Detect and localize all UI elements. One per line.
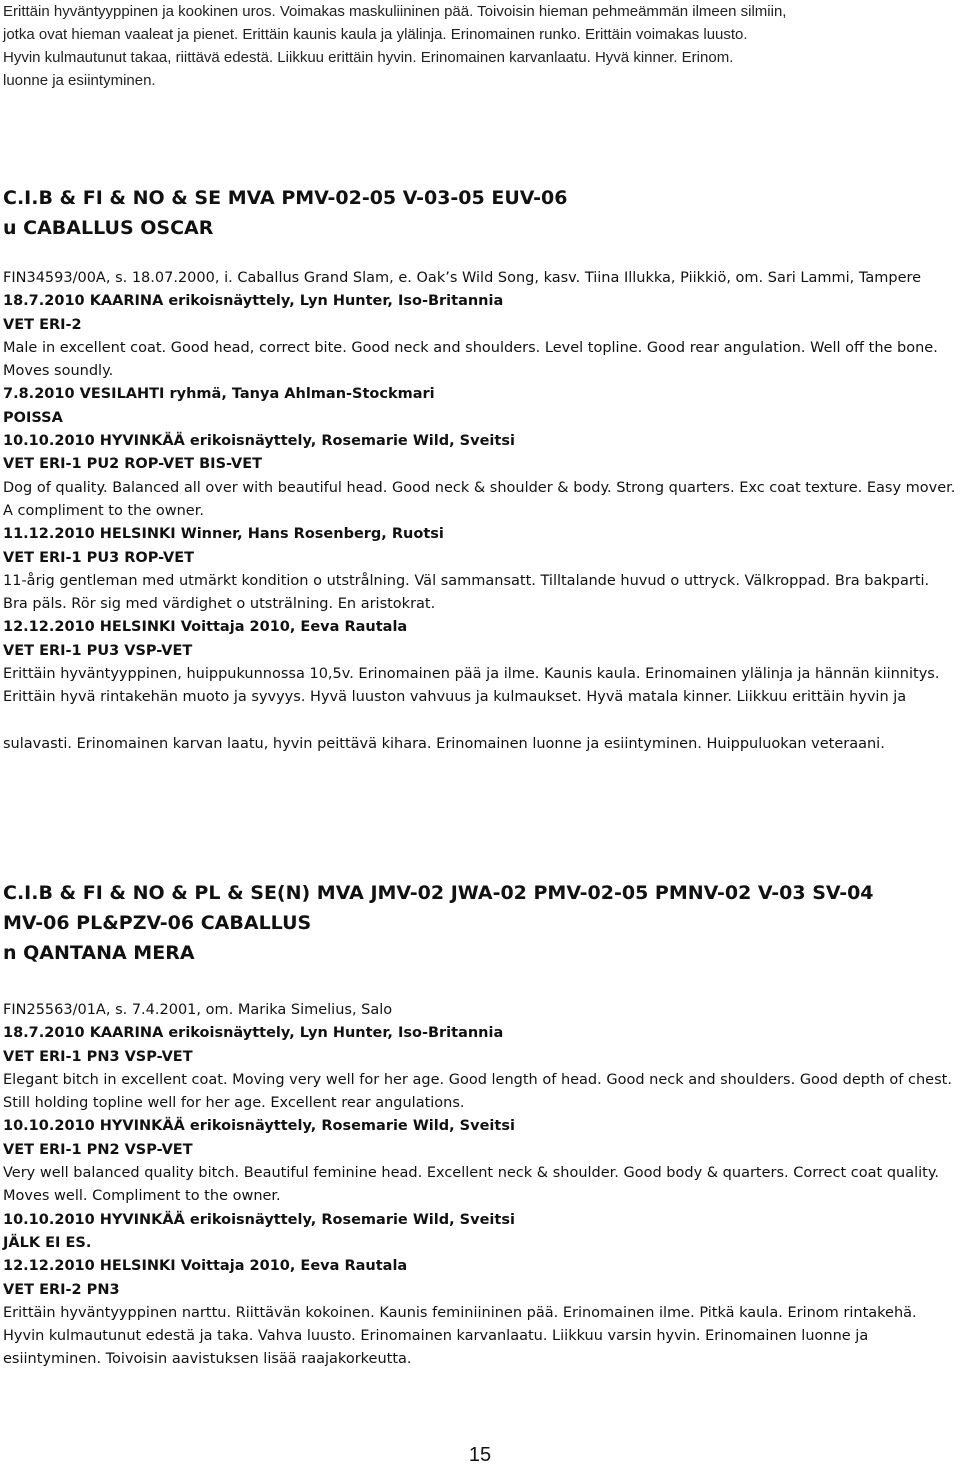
- award-line: VET ERI-1 PU3 VSP-VET: [3, 642, 193, 659]
- show-results: [3, 290, 958, 756]
- award-line: VET ERI-1 PN2 VSP-VET: [3, 1141, 193, 1158]
- judge-critique: Male in excellent coat. Good head, correct bite. Good neck and shoulders. Level topline. Good rear angulation. Well off the bone. Moves soundly.: [3, 339, 938, 380]
- intro-line: luonne ja esiintyminen.: [3, 72, 156, 89]
- intro-line: Hyvin kulmautunut takaa, riittävä edestä. Liikkuu erittäin hyvin. Erinomainen karvanlaatu. Hyvä kinner. Erinom.: [3, 49, 734, 66]
- judge-critique: Erittäin hyväntyyppinen narttu. Riittävän kokoinen. Kaunis feminiininen pää. Erinomainen ilme. Pitkä kaula. Erinom rintakehä. Hyvin kulmautunut edestä ja taka. Vahva luusto. Erinomainen karvanlaatu. Liikkuu varsin hyvin. Erinomainen luonne ja esiintyminen. Toivoisin aavistuksen lisää raajakorkeutta.: [3, 1304, 917, 1368]
- award-line: VET ERI-2 PN3: [3, 1281, 120, 1298]
- show-heading: 10.10.2010 HYVINKÄÄ erikoisnäyttely, Rosemarie Wild, Sveitsi: [3, 1211, 515, 1228]
- dog-record-caballus-oscar: [3, 183, 958, 756]
- show-heading: 10.10.2010 HYVINKÄÄ erikoisnäyttely, Rosemarie Wild, Sveitsi: [3, 1118, 515, 1135]
- award-line: VET ERI-1 PU2 ROP-VET BIS-VET: [3, 456, 262, 473]
- dog-title-line: u CABALLUS OSCAR: [3, 217, 214, 239]
- registration-info: FIN34593/00A, s. 18.07.2000, i. Caballus Grand Slam, e. Oak’s Wild Song, kasv. Tiina Illukka, Piikkiö, om. Sari Lammi, Tampere: [3, 270, 922, 286]
- judge-critique: 11-årig gentleman med utmärkt kondition o utstrålning. Väl sammansatt. Tilltalande huvud o uttryck. Välkroppad. Bra bakparti. Bra päls. Rör sig med värdighet o utsträlning. En aristokrat.: [3, 572, 930, 613]
- page-number: 15: [468, 1444, 492, 1466]
- judge-critique: Very well balanced quality bitch. Beautiful feminine head. Excellent neck & shoulder. Good body & quarters. Correct coat quality. Moves well. Compliment to the owner.: [3, 1165, 939, 1205]
- dog-title: [3, 878, 958, 968]
- judge-critique: Dog of quality. Balanced all over with beautiful head. Good neck & shoulder & body. Strong quarters. Exc coat texture. Easy mover. A compliment to the owner.: [3, 479, 956, 519]
- judge-critique: Elegant bitch in excellent coat. Moving very well for her age. Good length of head. Good neck and shoulders. Good depth of chest. Still holding topline well for her age. Excellent rear angulations.: [3, 1071, 952, 1112]
- intro-line: jotka ovat hieman vaaleat ja pienet. Erittäin kaunis kaula ja ylälinja. Erinomainen runko. Erittäin voimakas luusto.: [3, 26, 748, 43]
- award-line: POISSA: [3, 409, 63, 426]
- intro-critique: [3, 0, 958, 92]
- award-line: VET ERI-1 PN3 VSP-VET: [3, 1048, 193, 1065]
- show-heading: 12.12.2010 HELSINKI Voittaja 2010, Eeva Rautala: [3, 619, 408, 636]
- dog-title-line: C.I.B & FI & NO & PL & SE(N) MVA JMV-02 JWA-02 PMV-02-05 PMNV-02 V-03 SV-04: [3, 882, 874, 904]
- dog-title-line: n QANTANA MERA: [3, 942, 195, 964]
- dog-title: [3, 183, 958, 243]
- dog-title-line: C.I.B & FI & NO & SE MVA PMV-02-05 V-03-05 EUV-06: [3, 187, 568, 209]
- award-line: VET ERI-1 PU3 ROP-VET: [3, 549, 195, 566]
- registration-info: FIN25563/01A, s. 7.4.2001, om. Marika Simelius, Salo: [3, 1002, 393, 1018]
- award-line: VET ERI-2: [3, 316, 82, 333]
- show-results: [3, 1022, 958, 1371]
- show-heading: 11.12.2010 HELSINKI Winner, Hans Rosenberg, Ruotsi: [3, 526, 444, 543]
- show-heading: 10.10.2010 HYVINKÄÄ erikoisnäyttely, Rosemarie Wild, Sveitsi: [3, 433, 515, 450]
- judge-critique: Erittäin hyväntyyppinen, huippukunnossa 10,5v. Erinomainen pää ja ilme. Kaunis kaula. Erinomainen ylälinja ja hännän kiinnitys. Erittäin hyvä rintakehän muoto ja syvyys. Hyvä luuston vahvuus ja kulmaukset. Hyvä matala kinner. Liikkuu erittäin hyvin ja: [3, 666, 940, 706]
- intro-line: Erittäin hyväntyyppinen ja kookinen uros. Voimakas maskuliininen pää. Toivoisin hieman pehmeämmän ilmeen silmiin,: [3, 3, 787, 20]
- dog-record-qantana-mera: [3, 878, 958, 1372]
- judge-critique-continued: sulavasti. Erinomainen karvan laatu, hyvin peittävä kihara. Erinomainen luonne ja esiintyminen. Huippuluokan veteraani.: [3, 735, 885, 752]
- show-heading: 7.8.2010 VESILAHTI ryhmä, Tanya Ahlman-Stockmari: [3, 386, 435, 403]
- show-heading: 12.12.2010 HELSINKI Voittaja 2010, Eeva Rautala: [3, 1258, 408, 1275]
- dog-title-line: MV-06 PL&PZV-06 CABALLUS: [3, 912, 312, 934]
- award-line: JÄLK EI ES.: [3, 1234, 92, 1251]
- show-heading: 18.7.2010 KAARINA erikoisnäyttely, Lyn Hunter, Iso-Britannia: [3, 1025, 504, 1042]
- paragraph-gap: [3, 710, 958, 733]
- show-heading: 18.7.2010 KAARINA erikoisnäyttely, Lyn Hunter, Iso-Britannia: [3, 293, 504, 310]
